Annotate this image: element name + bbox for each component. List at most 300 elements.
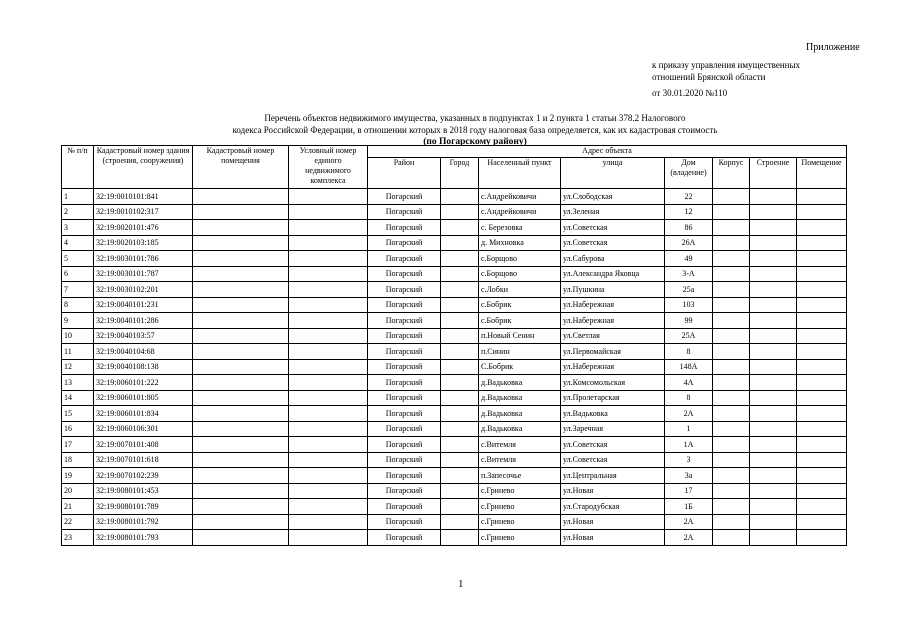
cell-city xyxy=(441,514,479,530)
cell-premises xyxy=(193,328,289,344)
table-row xyxy=(62,313,847,329)
table-row xyxy=(62,468,847,484)
cell-house: 3а xyxy=(665,468,713,484)
cell-locality: д.Вадьковка xyxy=(479,375,561,391)
cell-structure xyxy=(750,375,797,391)
cell-cadastral: 32:19:0040104:68 xyxy=(94,344,193,360)
header-premises: Кадастровый номер помещения xyxy=(193,146,289,189)
cell-cadastral: 32:19:0060101:222 xyxy=(94,375,193,391)
cell-structure xyxy=(750,406,797,422)
cell-structure xyxy=(750,251,797,267)
cell-street: ул.Первомайская xyxy=(561,344,665,360)
cell-premises xyxy=(193,359,289,375)
cell-city xyxy=(441,359,479,375)
cell-structure xyxy=(750,437,797,453)
cell-number: 2 xyxy=(62,204,94,220)
cell-locality: д. Михновка xyxy=(479,235,561,251)
cell-street: ул.Новая xyxy=(561,530,665,546)
table-row xyxy=(62,204,847,220)
cell-complex xyxy=(289,251,368,267)
cell-cadastral: 32:19:0010101:841 xyxy=(94,189,193,205)
cell-room xyxy=(797,189,847,205)
table-row xyxy=(62,514,847,530)
cell-room xyxy=(797,297,847,313)
cell-complex xyxy=(289,421,368,437)
cell-cadastral: 32:19:0080101:792 xyxy=(94,514,193,530)
cell-premises xyxy=(193,406,289,422)
table-row xyxy=(62,499,847,515)
cell-premises xyxy=(193,297,289,313)
header-street: улица xyxy=(561,158,665,189)
cell-building xyxy=(713,344,750,360)
header-num: № п/п xyxy=(62,146,94,189)
cell-number: 20 xyxy=(62,483,94,499)
cell-premises xyxy=(193,204,289,220)
cell-cadastral: 32:19:0060101:805 xyxy=(94,390,193,406)
cell-number: 17 xyxy=(62,437,94,453)
table-row xyxy=(62,328,847,344)
cell-complex xyxy=(289,189,368,205)
cell-building xyxy=(713,328,750,344)
cell-city xyxy=(441,452,479,468)
cell-city xyxy=(441,421,479,437)
header-structure: Строение xyxy=(750,158,797,189)
table-row xyxy=(62,235,847,251)
cell-premises xyxy=(193,375,289,391)
cell-district: Погарский xyxy=(368,468,441,484)
cell-complex xyxy=(289,235,368,251)
cell-locality: с.Бобрик xyxy=(479,313,561,329)
header-house: Дом (владение) xyxy=(665,158,713,189)
cell-premises xyxy=(193,235,289,251)
cell-street: ул.Советская xyxy=(561,220,665,236)
order-line-1: к приказу управления имущественных xyxy=(652,60,801,70)
cell-complex xyxy=(289,375,368,391)
cell-premises xyxy=(193,452,289,468)
cell-house: 49 xyxy=(665,251,713,267)
cell-complex xyxy=(289,483,368,499)
cell-premises xyxy=(193,530,289,546)
cell-cadastral: 32:19:0010102:317 xyxy=(94,204,193,220)
cell-number: 7 xyxy=(62,282,94,298)
cell-cadastral: 32:19:0060101:834 xyxy=(94,406,193,422)
cell-city xyxy=(441,297,479,313)
cell-street: ул.Александра Яковца xyxy=(561,266,665,282)
cell-house: 17 xyxy=(665,483,713,499)
cell-structure xyxy=(750,282,797,298)
title-line-3: (по Погарскому району) xyxy=(423,137,527,147)
title-line-1: Перечень объектов недвижимого имущества, указанных в подпунктах 1 и 2 пункта 1 статьи 378.2 Налогового xyxy=(264,113,686,123)
cell-cadastral: 32:19:0040101:231 xyxy=(94,297,193,313)
cell-structure xyxy=(750,235,797,251)
cell-structure xyxy=(750,344,797,360)
table-row xyxy=(62,282,847,298)
cell-district: Погарский xyxy=(368,514,441,530)
header-address: Адрес объекта xyxy=(368,146,847,158)
cell-premises xyxy=(193,266,289,282)
cell-structure xyxy=(750,220,797,236)
cell-district: Погарский xyxy=(368,437,441,453)
cell-room xyxy=(797,282,847,298)
table-row xyxy=(62,406,847,422)
table-row xyxy=(62,483,847,499)
cell-structure xyxy=(750,530,797,546)
cell-district: Погарский xyxy=(368,359,441,375)
table-row xyxy=(62,220,847,236)
cell-locality: с.Борщово xyxy=(479,251,561,267)
cell-locality: с.Гринево xyxy=(479,514,561,530)
cell-complex xyxy=(289,437,368,453)
cell-complex xyxy=(289,406,368,422)
cell-premises xyxy=(193,251,289,267)
cell-number: 10 xyxy=(62,328,94,344)
cell-number: 11 xyxy=(62,344,94,360)
document-title xyxy=(150,112,800,148)
cell-street: ул.Советская xyxy=(561,452,665,468)
cell-district: Погарский xyxy=(368,282,441,298)
cell-locality: с.Андрейковичи xyxy=(479,204,561,220)
cell-street: ул.Вадьковка xyxy=(561,406,665,422)
cell-room xyxy=(797,406,847,422)
cell-room xyxy=(797,313,847,329)
cell-building xyxy=(713,251,750,267)
cell-district: Погарский xyxy=(368,344,441,360)
appendix-label: Приложение xyxy=(806,42,860,53)
cell-premises xyxy=(193,282,289,298)
cell-room xyxy=(797,359,847,375)
cell-locality: п.Новый Сенин xyxy=(479,328,561,344)
cell-building xyxy=(713,530,750,546)
cell-structure xyxy=(750,359,797,375)
table-row xyxy=(62,266,847,282)
cell-complex xyxy=(289,313,368,329)
cell-building xyxy=(713,499,750,515)
cell-complex xyxy=(289,266,368,282)
cell-locality: с.Лобки xyxy=(479,282,561,298)
cell-building xyxy=(713,483,750,499)
cell-district: Погарский xyxy=(368,452,441,468)
cell-number: 21 xyxy=(62,499,94,515)
cell-city xyxy=(441,204,479,220)
cell-district: Погарский xyxy=(368,313,441,329)
cell-cadastral: 32:19:0030101:787 xyxy=(94,266,193,282)
cell-number: 1 xyxy=(62,189,94,205)
cell-city xyxy=(441,235,479,251)
table-row xyxy=(62,344,847,360)
cell-cadastral: 32:19:0060106:301 xyxy=(94,421,193,437)
cell-building xyxy=(713,359,750,375)
cell-number: 22 xyxy=(62,514,94,530)
cell-room xyxy=(797,468,847,484)
cell-structure xyxy=(750,189,797,205)
cell-locality: с.Гринево xyxy=(479,530,561,546)
table-row xyxy=(62,251,847,267)
cell-house: 2А xyxy=(665,514,713,530)
order-date: от 30.01.2020 №110 xyxy=(652,88,728,98)
cell-locality: п.Синин xyxy=(479,344,561,360)
cell-room xyxy=(797,220,847,236)
header-room: Помещение xyxy=(797,158,847,189)
cell-cadastral: 32:19:0040101:286 xyxy=(94,313,193,329)
cell-house: 25а xyxy=(665,282,713,298)
cell-district: Погарский xyxy=(368,266,441,282)
cell-city xyxy=(441,220,479,236)
cell-building xyxy=(713,421,750,437)
cell-room xyxy=(797,235,847,251)
cell-house: 103 xyxy=(665,297,713,313)
order-line-2: отношений Брянской области xyxy=(652,72,766,82)
cell-number: 6 xyxy=(62,266,94,282)
cell-room xyxy=(797,390,847,406)
cell-house: 3 xyxy=(665,452,713,468)
cell-locality: с.Борщово xyxy=(479,266,561,282)
cell-building xyxy=(713,189,750,205)
table-row xyxy=(62,452,847,468)
cell-complex xyxy=(289,468,368,484)
cell-district: Погарский xyxy=(368,189,441,205)
cell-district: Погарский xyxy=(368,421,441,437)
property-table xyxy=(61,145,847,546)
header-cadastral: Кадастровый номер здания (строения, сооружения) xyxy=(94,146,193,189)
cell-locality: д.Вадьковка xyxy=(479,390,561,406)
cell-house: 2А xyxy=(665,406,713,422)
cell-building xyxy=(713,220,750,236)
cell-room xyxy=(797,266,847,282)
cell-complex xyxy=(289,514,368,530)
cell-district: Погарский xyxy=(368,251,441,267)
cell-street: ул.Стародубская xyxy=(561,499,665,515)
cell-street: ул.Пролетарская xyxy=(561,390,665,406)
cell-locality: с.Андрейковичи xyxy=(479,189,561,205)
cell-number: 16 xyxy=(62,421,94,437)
cell-premises xyxy=(193,344,289,360)
cell-district: Погарский xyxy=(368,235,441,251)
table-row xyxy=(62,421,847,437)
cell-city xyxy=(441,437,479,453)
cell-district: Погарский xyxy=(368,530,441,546)
cell-city xyxy=(441,328,479,344)
cell-city xyxy=(441,468,479,484)
cell-house: 86 xyxy=(665,220,713,236)
cell-premises xyxy=(193,189,289,205)
cell-city xyxy=(441,282,479,298)
cell-city xyxy=(441,375,479,391)
cell-street: ул.Комсомольская xyxy=(561,375,665,391)
cell-cadastral: 32:19:0040108:138 xyxy=(94,359,193,375)
cell-premises xyxy=(193,313,289,329)
cell-premises xyxy=(193,421,289,437)
table-row xyxy=(62,437,847,453)
cell-building xyxy=(713,452,750,468)
page-number: 1 xyxy=(458,578,464,590)
cell-street: ул.Новая xyxy=(561,514,665,530)
table-row xyxy=(62,359,847,375)
cell-cadastral: 32:19:0070102:239 xyxy=(94,468,193,484)
table-row xyxy=(62,390,847,406)
cell-structure xyxy=(750,499,797,515)
cell-number: 13 xyxy=(62,375,94,391)
cell-cadastral: 32:19:0080101:453 xyxy=(94,483,193,499)
cell-house: 1 xyxy=(665,421,713,437)
cell-house: 1А xyxy=(665,437,713,453)
cell-number: 19 xyxy=(62,468,94,484)
cell-cadastral: 32:19:0030102:201 xyxy=(94,282,193,298)
cell-street: ул.Набережная xyxy=(561,313,665,329)
cell-number: 18 xyxy=(62,452,94,468)
cell-street: ул.Новая xyxy=(561,483,665,499)
cell-house: 2А xyxy=(665,530,713,546)
cell-room xyxy=(797,328,847,344)
cell-number: 4 xyxy=(62,235,94,251)
cell-cadastral: 32:19:0020101:476 xyxy=(94,220,193,236)
cell-room xyxy=(797,344,847,360)
cell-locality: п.Запесочье xyxy=(479,468,561,484)
cell-premises xyxy=(193,514,289,530)
cell-city xyxy=(441,266,479,282)
cell-district: Погарский xyxy=(368,297,441,313)
cell-district: Погарский xyxy=(368,204,441,220)
cell-complex xyxy=(289,204,368,220)
cell-locality: с.Бобрик xyxy=(479,297,561,313)
order-reference xyxy=(652,59,800,83)
cell-cadastral: 32:19:0020103:185 xyxy=(94,235,193,251)
cell-complex xyxy=(289,282,368,298)
cell-cadastral: 32:19:0080101:793 xyxy=(94,530,193,546)
cell-number: 23 xyxy=(62,530,94,546)
cell-city xyxy=(441,530,479,546)
cell-cadastral: 32:19:0030101:786 xyxy=(94,251,193,267)
cell-number: 14 xyxy=(62,390,94,406)
cell-room xyxy=(797,483,847,499)
cell-building xyxy=(713,514,750,530)
cell-cadastral: 32:19:0040103:57 xyxy=(94,328,193,344)
title-line-2: кодекса Российской Федерации, в отношении которых в 2018 году налоговая база определяется, как их кадастровая стоимость xyxy=(232,125,718,135)
cell-premises xyxy=(193,390,289,406)
cell-street: ул.Набережная xyxy=(561,359,665,375)
cell-structure xyxy=(750,514,797,530)
cell-number: 12 xyxy=(62,359,94,375)
cell-locality: с.Гринево xyxy=(479,499,561,515)
cell-building xyxy=(713,266,750,282)
cell-complex xyxy=(289,344,368,360)
cell-number: 9 xyxy=(62,313,94,329)
cell-street: ул.Набережная xyxy=(561,297,665,313)
cell-premises xyxy=(193,220,289,236)
cell-locality: с.Витемля xyxy=(479,437,561,453)
cell-city xyxy=(441,499,479,515)
cell-complex xyxy=(289,530,368,546)
cell-house: 1Б xyxy=(665,499,713,515)
cell-district: Погарский xyxy=(368,406,441,422)
table-row xyxy=(62,530,847,546)
cell-cadastral: 32:19:0070101:618 xyxy=(94,452,193,468)
cell-complex xyxy=(289,220,368,236)
cell-house: 22 xyxy=(665,189,713,205)
cell-street: ул.Советская xyxy=(561,437,665,453)
table-row xyxy=(62,375,847,391)
cell-complex xyxy=(289,499,368,515)
cell-street: ул.Советская xyxy=(561,235,665,251)
cell-room xyxy=(797,421,847,437)
cell-premises xyxy=(193,468,289,484)
header-locality: Населенный пункт xyxy=(479,158,561,189)
cell-house: 25А xyxy=(665,328,713,344)
cell-room xyxy=(797,251,847,267)
cell-room xyxy=(797,452,847,468)
cell-house: 8 xyxy=(665,390,713,406)
cell-complex xyxy=(289,328,368,344)
cell-street: ул.Заречная xyxy=(561,421,665,437)
cell-room xyxy=(797,437,847,453)
cell-house: 148А xyxy=(665,359,713,375)
header-complex: Условный номер единого недвижимого комплекса xyxy=(289,146,368,189)
header-city: Город xyxy=(441,158,479,189)
cell-structure xyxy=(750,421,797,437)
cell-number: 3 xyxy=(62,220,94,236)
cell-cadastral: 32:19:0080101:789 xyxy=(94,499,193,515)
cell-building xyxy=(713,235,750,251)
cell-street: ул.Зеленая xyxy=(561,204,665,220)
cell-street: ул.Пушкина xyxy=(561,282,665,298)
cell-locality: с. Березовка xyxy=(479,220,561,236)
cell-cadastral: 32:19:0070101:408 xyxy=(94,437,193,453)
cell-house: 99 xyxy=(665,313,713,329)
cell-city xyxy=(441,313,479,329)
cell-structure xyxy=(750,468,797,484)
cell-structure xyxy=(750,297,797,313)
cell-street: ул.Сабурова xyxy=(561,251,665,267)
cell-district: Погарский xyxy=(368,328,441,344)
cell-locality: с.Витемля xyxy=(479,452,561,468)
cell-complex xyxy=(289,390,368,406)
cell-house: 26А xyxy=(665,235,713,251)
header-building: Корпус xyxy=(713,158,750,189)
table-row xyxy=(62,297,847,313)
cell-room xyxy=(797,514,847,530)
cell-premises xyxy=(193,483,289,499)
cell-city xyxy=(441,189,479,205)
cell-room xyxy=(797,375,847,391)
cell-city xyxy=(441,344,479,360)
cell-number: 15 xyxy=(62,406,94,422)
cell-premises xyxy=(193,437,289,453)
cell-building xyxy=(713,204,750,220)
cell-district: Погарский xyxy=(368,390,441,406)
cell-city xyxy=(441,483,479,499)
cell-structure xyxy=(750,328,797,344)
cell-structure xyxy=(750,266,797,282)
cell-number: 5 xyxy=(62,251,94,267)
cell-house: 8 xyxy=(665,344,713,360)
cell-district: Погарский xyxy=(368,375,441,391)
cell-street: ул.Светлая xyxy=(561,328,665,344)
cell-structure xyxy=(750,483,797,499)
cell-complex xyxy=(289,297,368,313)
cell-building xyxy=(713,390,750,406)
cell-building xyxy=(713,375,750,391)
cell-structure xyxy=(750,313,797,329)
table-row xyxy=(62,189,847,205)
cell-structure xyxy=(750,204,797,220)
cell-locality: д.Вадьковка xyxy=(479,406,561,422)
cell-premises xyxy=(193,499,289,515)
cell-locality: С.Бобрик xyxy=(479,359,561,375)
cell-street: ул.Слободская xyxy=(561,189,665,205)
cell-house: 4А xyxy=(665,375,713,391)
cell-building xyxy=(713,297,750,313)
cell-house: 3-А xyxy=(665,266,713,282)
cell-locality: д.Вадьковка xyxy=(479,421,561,437)
